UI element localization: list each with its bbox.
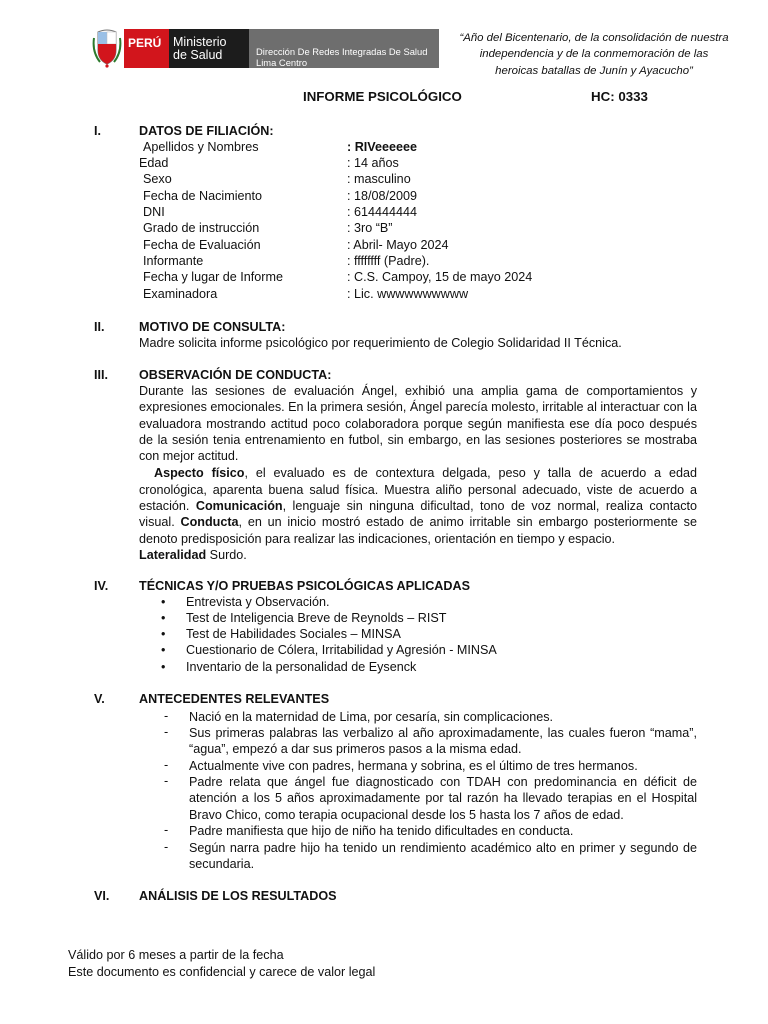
- field-value: : ffffffff (Padre).: [347, 254, 430, 268]
- section-number: II.: [94, 320, 105, 334]
- list-item: Test de Habilidades Sociales – MINSA: [186, 627, 401, 641]
- section-number: III.: [94, 368, 108, 382]
- list-item: Actualmente vive con padres, hermana y sobrina, es el último de tres hermanos.: [189, 759, 638, 773]
- direction-label: Dirección De Redes Integradas De Salud Lima Centro: [256, 46, 428, 68]
- bullet-icon: •: [161, 643, 166, 657]
- section-heading: OBSERVACIÓN DE CONDUCTA:: [139, 368, 332, 382]
- field-label: Sexo: [143, 172, 172, 186]
- clinical-history-number: HC: 0333: [591, 89, 648, 104]
- dash-marker: -: [164, 840, 169, 854]
- field-value: : C.S. Campoy, 15 de mayo 2024: [347, 270, 533, 284]
- field-label: DNI: [143, 205, 165, 219]
- observation-paragraph: Durante las sesiones de evaluación Ángel, exhibió una amplia gama de comportamientos y expresiones emocionales. En la primera sesión, Ángel parecía molesto, irritable al interactuar con la evaluadora mostrando actitud poco colaboradora porque según manifiesta ese día poco después de la sesión tenia entrenamiento en futbol, sin embargo, en las sesiones posteriores se mostraba con mejor actitud.: [139, 384, 697, 464]
- document-title: INFORME PSICOLÓGICO: [303, 89, 462, 104]
- list-item: Test de Inteligencia Breve de Reynolds – RIST: [186, 611, 447, 625]
- list-item: Padre manifiesta que hijo de niño ha tenido dificultades en conducta.: [189, 824, 574, 838]
- section-heading: MOTIVO DE CONSULTA:: [139, 320, 286, 334]
- field-value: : 614444444: [347, 205, 418, 219]
- bullet-icon: •: [161, 660, 166, 674]
- field-label: Edad: [139, 156, 169, 170]
- section-heading: TÉCNICAS Y/O PRUEBAS PSICOLÓGICAS APLICADAS: [139, 579, 470, 593]
- field-label: Grado de instrucción: [143, 221, 260, 235]
- laterality-label: Lateralidad: [139, 547, 207, 562]
- dash-marker: -: [164, 823, 169, 837]
- conduct-label: Conducta: [180, 515, 239, 530]
- section-number: I.: [94, 124, 101, 138]
- section-heading: DATOS DE FILIACIÓN:: [139, 124, 274, 138]
- field-value: : 14 años: [347, 156, 399, 170]
- field-label: Fecha de Evaluación: [143, 238, 261, 252]
- laterality-text: Surdo.: [206, 547, 247, 562]
- list-item: Cuestionario de Cólera, Irritabilidad y Agresión - MINSA: [186, 643, 497, 657]
- list-item: Inventario de la personalidad de Eysenck: [186, 660, 417, 674]
- field-value: : masculino: [347, 172, 411, 186]
- communication-label: Comunicación: [195, 499, 283, 514]
- observation-details: [139, 465, 697, 546]
- consultation-reason: Madre solicita informe psicológico por requerimiento de Colegio Solidaridad II Técnica.: [139, 336, 622, 350]
- ministry-line1: Ministerio: [173, 35, 227, 49]
- field-value: : Abril- Mayo 2024: [347, 238, 449, 252]
- bullet-icon: •: [161, 627, 166, 641]
- field-label: Fecha de Nacimiento: [143, 189, 263, 203]
- section-heading: ANÁLISIS DE LOS RESULTADOS: [139, 889, 337, 903]
- field-value: : 18/08/2009: [347, 189, 418, 203]
- field-label: Fecha y lugar de Informe: [143, 270, 284, 284]
- field-label: Apellidos y Nombres: [143, 140, 259, 154]
- footer-validity: Válido por 6 meses a partir de la fecha: [68, 948, 284, 962]
- section-number: V.: [94, 692, 105, 706]
- bullet-icon: •: [161, 595, 166, 609]
- physical-aspect-label: Aspecto físico: [154, 466, 245, 481]
- field-label: Informante: [143, 254, 204, 268]
- section-heading: ANTECEDENTES RELEVANTES: [139, 692, 330, 706]
- field-value: : 3ro “B”: [347, 221, 393, 235]
- peru-brand: [124, 29, 169, 68]
- footer-confidential: Este documento es confidencial y carece de valor legal: [68, 965, 376, 979]
- dash-marker: -: [164, 758, 169, 772]
- field-value: : Lic. wwwwwwwwww: [347, 287, 469, 301]
- bullet-icon: •: [161, 611, 166, 625]
- field-label: Examinadora: [143, 287, 218, 301]
- dash-marker: -: [164, 725, 169, 739]
- list-item: Entrevista y Observación.: [186, 595, 330, 609]
- section-number: VI.: [94, 889, 110, 903]
- list-item: Padre relata que ángel fue diagnosticado con TDAH con predominancia en déficit de atención a los 5 años aproximadamente por tal razón ha llevado terapias en el Hospital Bravo Chico, como terapia ocupacional desde los 5 hasta los 7 años de edad.: [189, 775, 697, 822]
- dash-marker: -: [164, 774, 169, 788]
- section-number: IV.: [94, 579, 109, 593]
- laterality-line: [139, 547, 697, 563]
- list-item: Nació en la maternidad de Lima, por cesaría, sin complicaciones.: [189, 710, 554, 724]
- dash-marker: -: [164, 709, 169, 723]
- list-item: Según narra padre hijo ha tenido un rendimiento académico alto en primer y segundo de secundaria.: [189, 841, 697, 872]
- conduct-text: , en un inicio mostró estado de animo irritable sin embargo posteriormente se denoto predisposición para realizar las indicaciones, orientación en tiempo y espacio.: [139, 515, 697, 546]
- physical-aspect-text: , el evaluado es de contextura delgada, peso y talla de acuerdo a edad cronológica, aparenta buena salud física. Muestra aliño personal adecuado, viste de acuerdo a estación.: [139, 466, 698, 514]
- direction-banner: [249, 29, 439, 68]
- communication-text: , lenguaje sin ninguna dificultad, tono de voz normal, realiza contacto visual.: [139, 499, 697, 530]
- peru-label: PERÚ: [128, 36, 162, 50]
- year-motto: “Año del Bicentenario, de la consolidación de nuestra independencia y de la conmemoración de las heroicas batallas de Junín y Ayacucho”: [459, 32, 729, 77]
- coat-of-arms-icon: [92, 28, 122, 68]
- behavior-observation: [139, 383, 697, 563]
- ministry-brand: [169, 29, 249, 68]
- ministry-line2: de Salud: [173, 48, 223, 62]
- list-item: Sus primeras palabras las verbalizo al año aproximadamente, las cuales fueron “mama”, “agua”, empezó a dar sus primeros pasos a la misma edad.: [189, 726, 697, 757]
- field-value: : RIVeeeeee: [347, 140, 418, 154]
